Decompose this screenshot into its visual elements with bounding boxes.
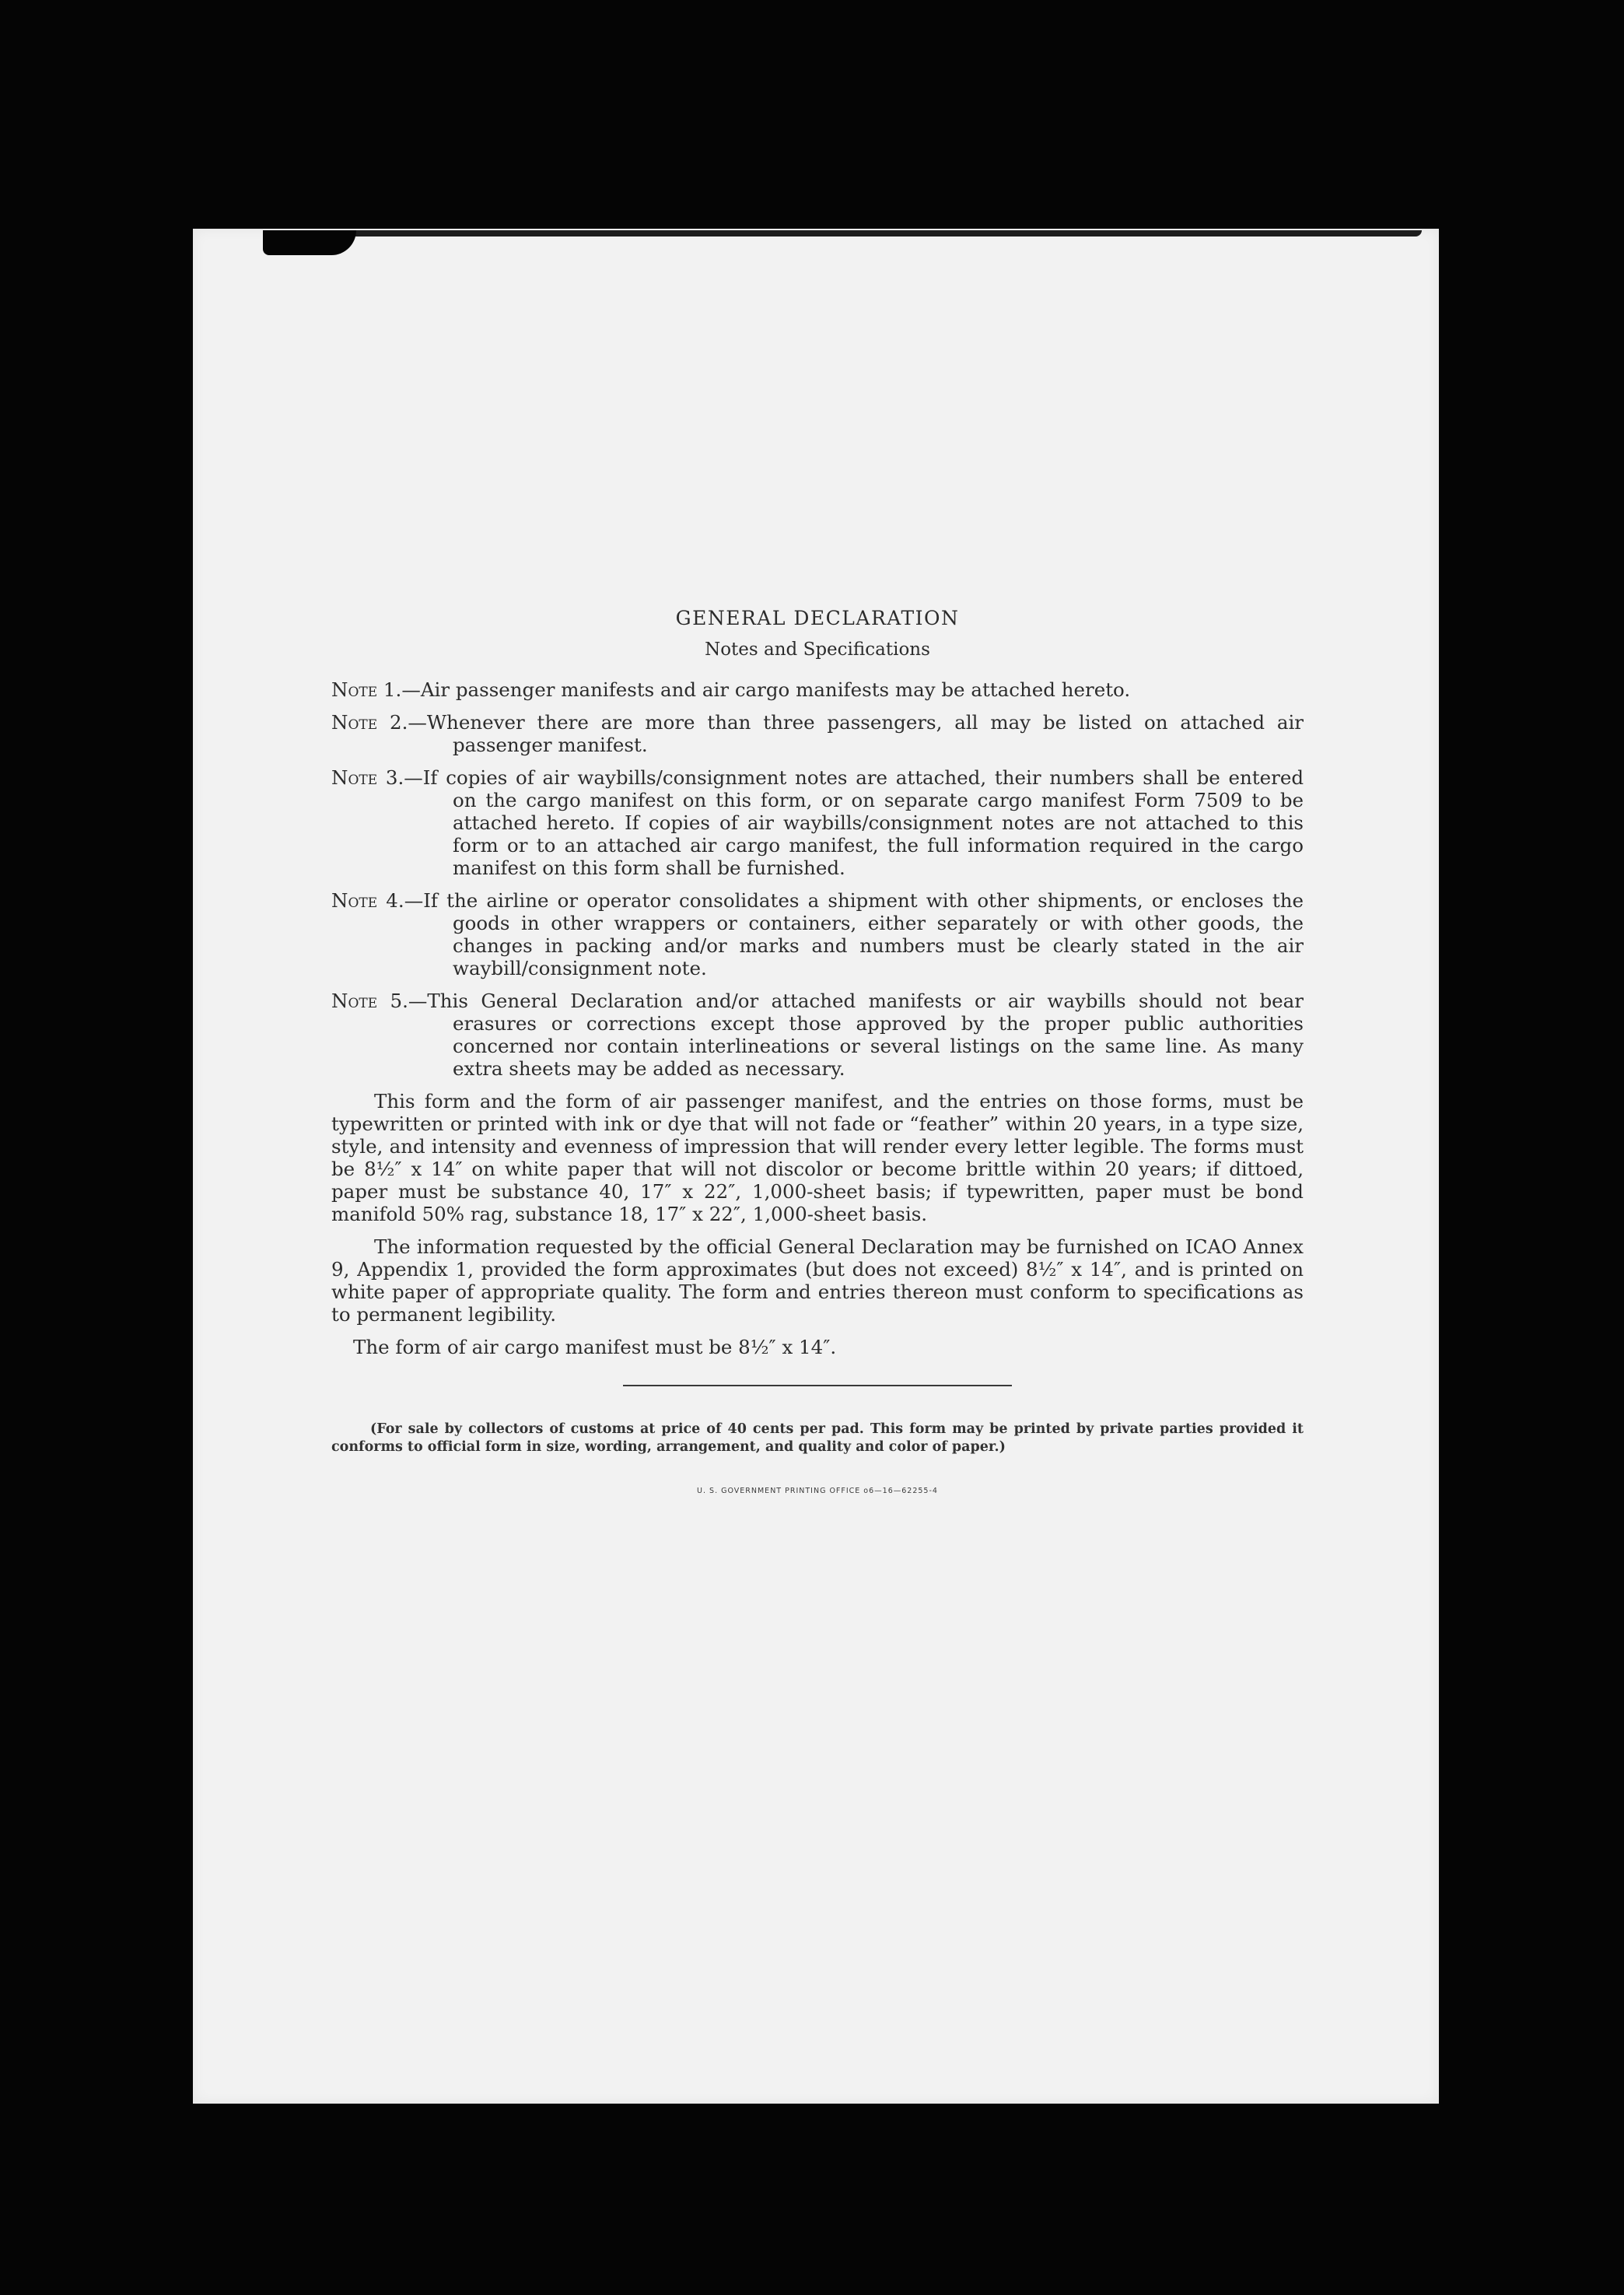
declaration-notes bbox=[331, 607, 1304, 1502]
note-1 bbox=[331, 678, 1304, 701]
torn-top-edge bbox=[341, 230, 1422, 237]
note-number: 3. bbox=[385, 766, 404, 789]
document-title: GENERAL DECLARATION bbox=[675, 607, 960, 629]
note-label: Note bbox=[331, 678, 378, 701]
note-label: Note bbox=[331, 889, 378, 912]
torn-corner bbox=[263, 230, 356, 255]
note-number: 4. bbox=[386, 889, 404, 912]
note-4 bbox=[331, 889, 1304, 979]
divider-rule bbox=[623, 1385, 1012, 1386]
sale-notice: (For sale by collectors of customs at price of 40 cents per pad. This form may be printed by private parties provided it conforms to official form in size, wording, arrangement, and quality and color of paper.) bbox=[331, 1421, 1304, 1455]
note-text: —This General Declaration and/or attached manifests or air waybills should not bear erasures or corrections except those approved by the proper public authorities concerned nor contain interlineations or several listings on the same line. As many extra sheets may be added as necessary. bbox=[408, 990, 1304, 1080]
note-5 bbox=[331, 990, 1304, 1080]
note-label: Note bbox=[331, 766, 378, 789]
note-text: —If copies of air waybills/consignment notes are attached, their numbers shall be entered on the cargo manifest on this form, or on separate cargo manifest Form 7509 to be attached hereto. If copies of air waybills/consignment notes are not attached to this form or to an attached air cargo manifest, the full information required in the cargo manifest on this form shall be furnished. bbox=[404, 766, 1304, 879]
note-number: 5. bbox=[390, 990, 408, 1012]
cargo-manifest-size-line: The form of air cargo manifest must be 8½″ x 14″. bbox=[353, 1336, 837, 1358]
note-label: Note bbox=[331, 990, 378, 1012]
note-number: 2. bbox=[389, 711, 408, 734]
note-text: —Air passenger manifests and air cargo manifests may be attached hereto. bbox=[401, 678, 1131, 701]
note-label: Note bbox=[331, 711, 378, 734]
note-text: —If the airline or operator consolidates a shipment with other shipments, or encloses the goods in other wrappers or containers, either separately or with other goods, the changes in packing and/or marks and numbers must be clearly stated in the air waybill/consignment note. bbox=[404, 889, 1304, 979]
icao-paragraph: The information requested by the official General Declaration may be furnished on ICAO Annex 9, Appendix 1, provided the form approximates (but does not exceed) 8½″ x 14″, and is printed on white paper of appropriate quality. The form and entries thereon must conform to specifications as to permanent legibility. bbox=[331, 1235, 1304, 1326]
note-text: —Whenever there are more than three passengers, all may be listed on attached air passenger manifest. bbox=[408, 711, 1304, 756]
note-2 bbox=[331, 711, 1304, 756]
document-subtitle: Notes and Specifications bbox=[705, 639, 930, 660]
paper-specification-paragraph: This form and the form of air passenger manifest, and the entries on those forms, must be typewritten or printed with ink or dye that will not fade or “feather” within 20 years, in a type size, style, and intensity and evenness of impression that will render every letter legible. The forms must be 8½″ x 14″ on white paper that will not discolor or become brittle within 20 years; if dittoed, paper must be substance 40, 17″ x 22″, 1,000-sheet basis; if typewritten, paper must be bond manifold 50% rag, substance 18, 17″ x 22″, 1,000-sheet basis. bbox=[331, 1090, 1304, 1225]
printer-imprint: U. S. GOVERNMENT PRINTING OFFICE o6—16—62255-4 bbox=[697, 1487, 938, 1495]
note-number: 1. bbox=[383, 678, 402, 701]
note-3 bbox=[331, 766, 1304, 879]
